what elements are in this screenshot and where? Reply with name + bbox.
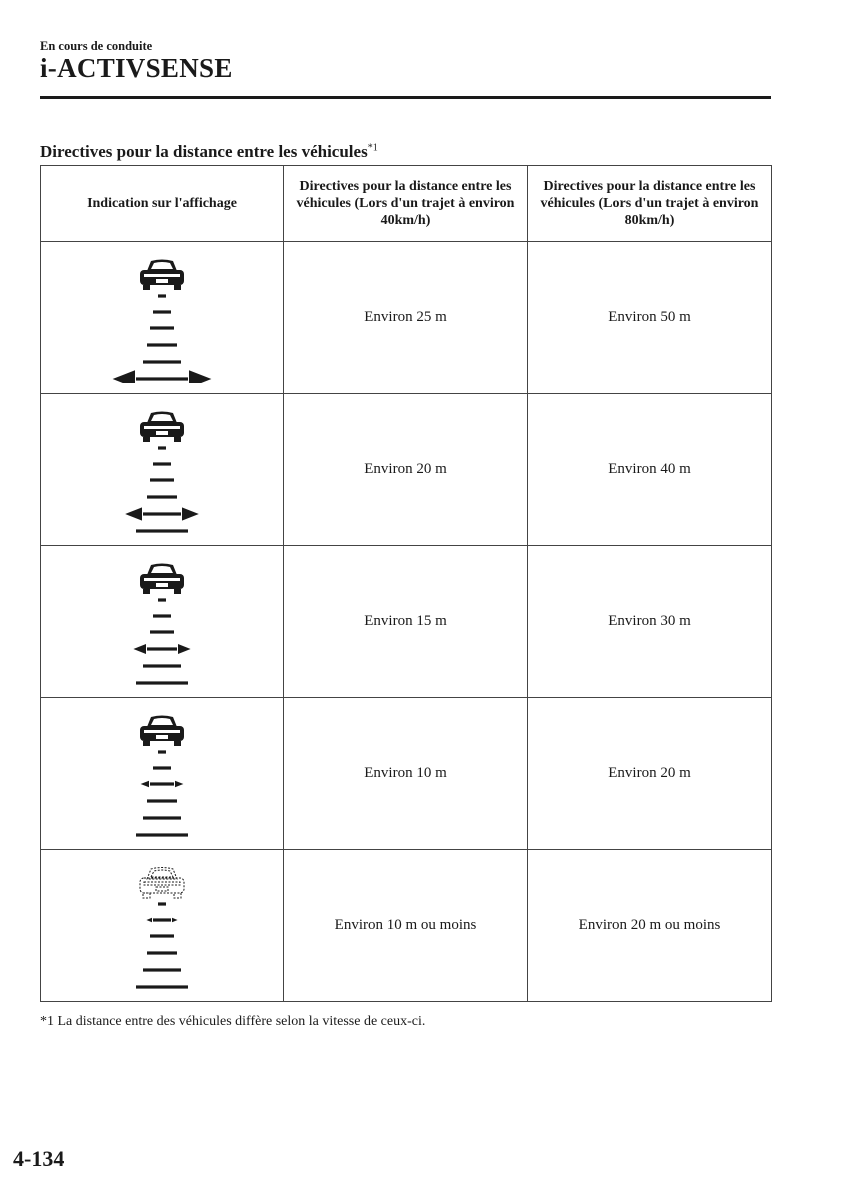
marker-left-icon: [146, 917, 152, 921]
marker-right-icon: [178, 644, 191, 654]
distance-indicator-icon: [112, 253, 212, 383]
distance-bar: [150, 934, 174, 937]
distance-bar: [150, 782, 174, 785]
table-heading: [40, 142, 378, 162]
distance-bar: [143, 664, 181, 667]
distance-40kmh: Environ 20 m: [284, 394, 528, 546]
distance-bar: [150, 326, 174, 329]
distance-bar: [147, 343, 177, 346]
header-80kmh: Directives pour la distance entre les véhicules (Lors d'un trajet à environ 80km/h): [528, 166, 772, 242]
indicator-cell: [41, 850, 284, 1002]
title-divider: [40, 96, 771, 99]
distance-bar: [150, 630, 174, 633]
distance-indicator-icon: [112, 405, 212, 535]
distance-bar: [158, 902, 166, 905]
distance-bar: [158, 446, 166, 449]
marker-left-icon: [133, 644, 146, 654]
distance-bar: [143, 512, 181, 515]
table-row: [41, 394, 772, 546]
header-40kmh: Directives pour la distance entre les véhicules (Lors d'un trajet à environ 40km/h): [284, 166, 528, 242]
distance-bar: [147, 495, 177, 498]
distance-80kmh: Environ 30 m: [528, 546, 772, 698]
marker-left-icon: [141, 780, 149, 787]
distance-40kmh: Environ 25 m: [284, 242, 528, 394]
distance-bar: [153, 614, 171, 617]
car-icon: [140, 563, 184, 594]
distance-80kmh: Environ 20 m ou moins: [528, 850, 772, 1002]
page-number: 4-134: [13, 1146, 65, 1171]
marker-right-icon: [189, 370, 211, 383]
table-header-row: [41, 166, 772, 242]
distance-bar: [143, 360, 181, 363]
distance-bar: [150, 478, 174, 481]
distance-bar: [153, 462, 171, 465]
distance-bar: [136, 833, 188, 836]
distance-40kmh: Environ 10 m ou moins: [284, 850, 528, 1002]
indicator-cell: [41, 394, 284, 546]
car-icon: [140, 259, 184, 290]
marker-left-icon: [125, 507, 142, 520]
distance-indicator-icon: [112, 557, 212, 687]
distance-indicator-icon: [112, 861, 212, 991]
indicator-cell: [41, 242, 284, 394]
footnote-ref: *1: [367, 142, 378, 154]
distance-80kmh: Environ 20 m: [528, 698, 772, 850]
distance-bar: [158, 598, 166, 601]
dashed-car-icon: [140, 867, 184, 898]
distance-bar: [136, 529, 188, 532]
car-icon: [140, 715, 184, 746]
table-heading-text: Directives pour la distance entre les véhicules: [40, 142, 368, 161]
marker-left-icon: [113, 370, 135, 383]
footnote: *1 La distance entre des véhicules diffère selon la vitesse de ceux-ci.: [40, 1014, 426, 1029]
distance-table: [40, 165, 772, 1002]
marker-right-icon: [182, 507, 199, 520]
table-row: [41, 698, 772, 850]
distance-40kmh: Environ 10 m: [284, 698, 528, 850]
distance-indicator-icon: [112, 709, 212, 839]
distance-bar: [143, 816, 181, 819]
indicator-cell: [41, 698, 284, 850]
distance-80kmh: Environ 40 m: [528, 394, 772, 546]
table-row: [41, 850, 772, 1002]
distance-bar: [158, 294, 166, 297]
distance-40kmh: Environ 15 m: [284, 546, 528, 698]
distance-bar: [143, 968, 181, 971]
distance-bar: [153, 310, 171, 313]
marker-right-icon: [172, 917, 178, 921]
table-row: [41, 546, 772, 698]
distance-bar: [153, 766, 171, 769]
indicator-cell: [41, 546, 284, 698]
distance-bar: [147, 951, 177, 954]
distance-bar: [136, 377, 188, 380]
distance-bar: [136, 985, 188, 988]
distance-80kmh: Environ 50 m: [528, 242, 772, 394]
car-icon: [140, 411, 184, 442]
distance-bar: [153, 918, 171, 921]
marker-right-icon: [175, 780, 183, 787]
distance-bar: [147, 799, 177, 802]
distance-bar: [147, 647, 177, 650]
section-label: En cours de conduite: [40, 39, 153, 53]
distance-bar: [136, 681, 188, 684]
distance-bar: [158, 750, 166, 753]
table-row: [41, 242, 772, 394]
page-title: i-ACTIVSENSE: [40, 53, 233, 83]
header-indicator: Indication sur l'affichage: [41, 166, 284, 242]
